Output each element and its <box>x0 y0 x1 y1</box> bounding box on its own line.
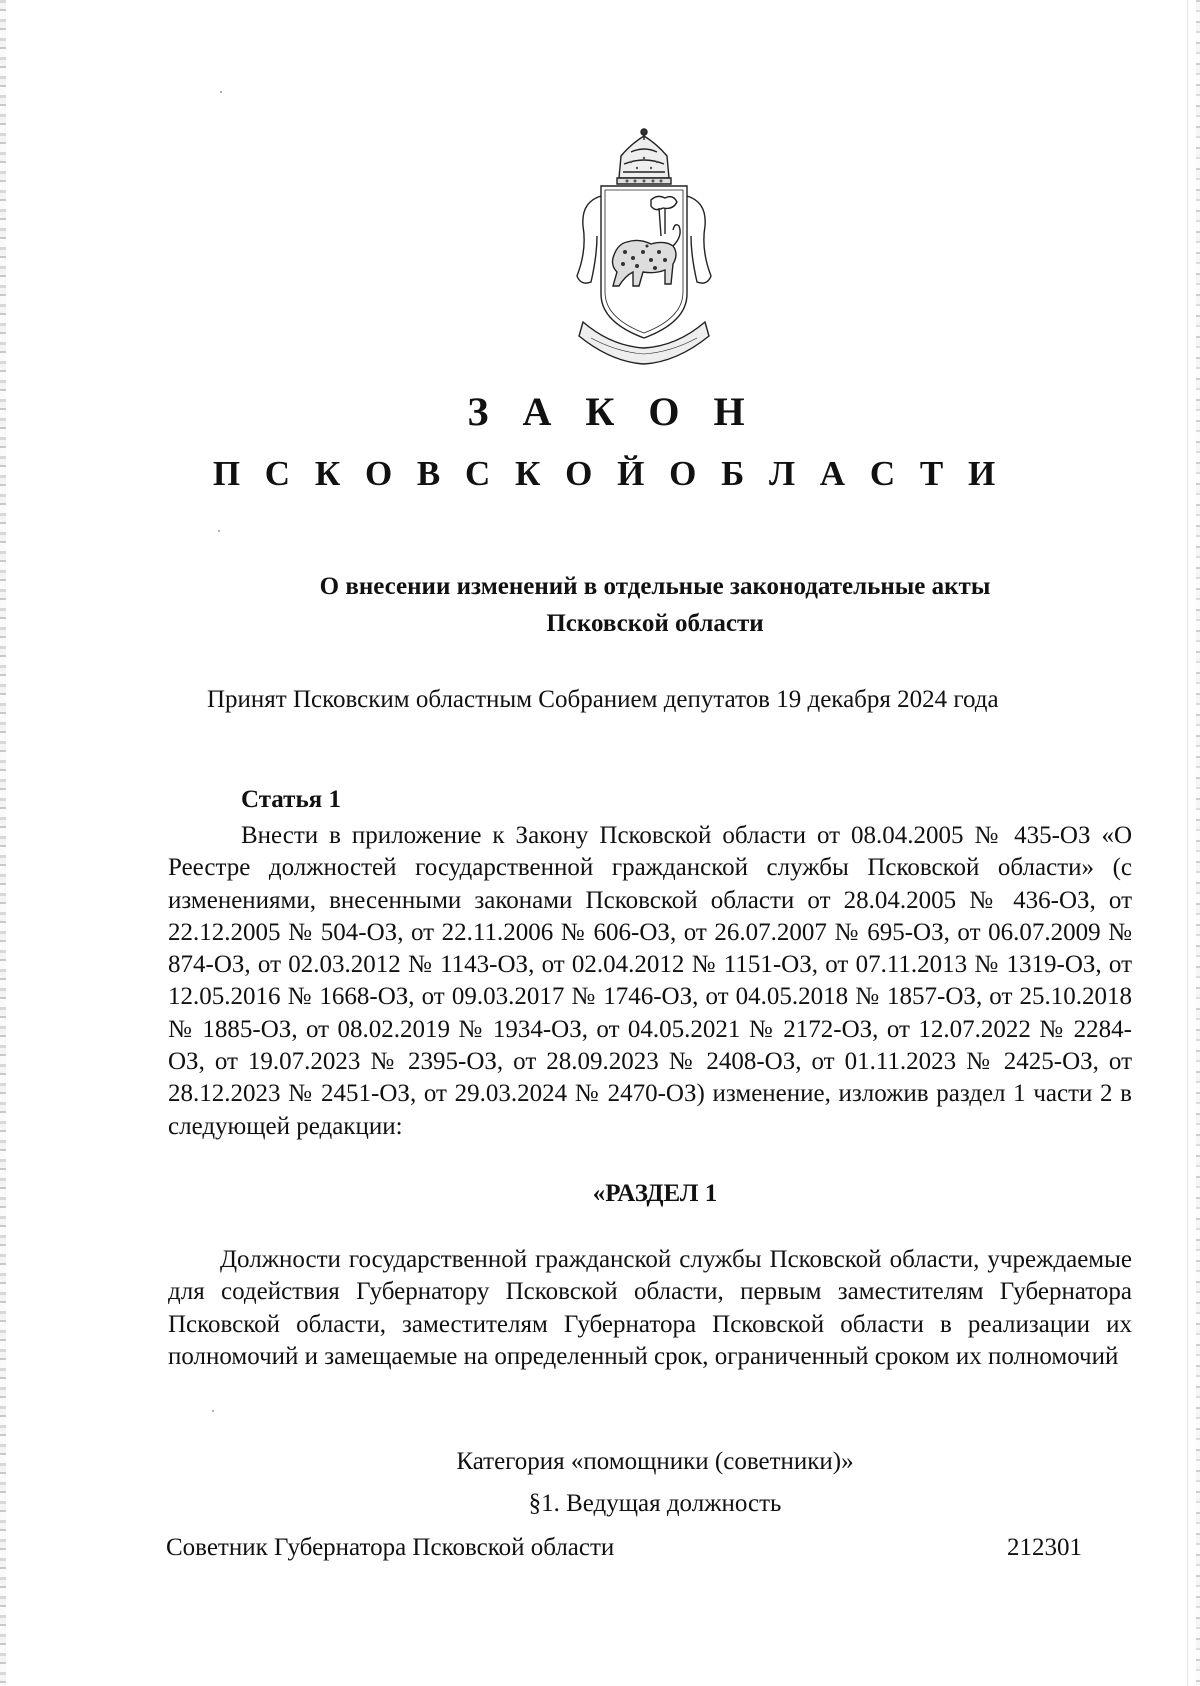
scan-edge-right <box>1196 0 1200 1686</box>
position-row <box>166 1534 1082 1562</box>
law-subject-line-2: Псковской области <box>546 610 764 637</box>
document-region-title: П С К О В С К О Й О Б Л А С Т И <box>212 454 1004 493</box>
law-subject-line-1: О внесении изменений в отдельные законодательные акты <box>319 573 991 600</box>
document-type-title: З А К О Н <box>467 389 757 434</box>
position-group: §1. Ведущая должность <box>528 1490 782 1517</box>
scan-speck <box>218 530 220 532</box>
article-heading: Статья 1 <box>241 786 341 813</box>
pskov-coat-of-arms-icon <box>561 126 727 366</box>
section-heading: «РАЗДЕЛ 1 <box>592 1180 718 1207</box>
scan-edge-line <box>1187 0 1188 1686</box>
position-code: 212301 <box>1007 1534 1082 1561</box>
position-category: Категория «помощники (советники)» <box>456 1448 854 1475</box>
scan-edge-left <box>0 0 6 1686</box>
scan-speck <box>220 91 222 93</box>
adoption-note: Принят Псковским областным Собранием депутатов 19 декабря 2024 года <box>207 686 999 713</box>
scan-speck <box>212 1410 214 1412</box>
section-body: Должности государственной гражданской службы Псковской области, учреждаемые для содействия Губернатору Псковской области, первым заместителям Губернатора Псковской области, заместителям Губернатора Псковской области в реализации их полномочий и замещаемые на определенный срок, ограниченный сроком их полномочий <box>168 1246 1132 1370</box>
position-name: Советник Губернатора Псковской области <box>166 1534 615 1561</box>
article-body: Внести в приложение к Закону Псковской области от 08.04.2005 № 435-ОЗ «О Реестре должностей государственной гражданской службы Псковской области» (с изменениями, внесенными законами Псковской области от 28.04.2005 № 436-ОЗ, от 22.12.2005 № 504-ОЗ, от 22.11.2006 № 606-ОЗ, от 26.07.2007 № 695-ОЗ, от 06.07.2009 № 874-ОЗ, от 02.03.2012 № 1143-ОЗ, от 02.04.2012 № 1151-ОЗ, от 07.11.2013 № 1319-ОЗ, от 12.05.2016 № 1668-ОЗ, от 09.03.2017 № 1746-ОЗ, от 04.05.2018 № 1857-ОЗ, от 25.10.2018 № 1885-ОЗ, от 08.02.2019 № 1934-ОЗ, от 04.05.2021 № 2172-ОЗ, от 12.07.2022 № 2284-ОЗ, от 19.07.2023 № 2395-ОЗ, от 28.09.2023 № 2408-ОЗ, от 01.11.2023 № 2425-ОЗ, от 28.12.2023 № 2451-ОЗ, от 29.03.2024 № 2470-ОЗ) изменение, изложив раздел 1 части 2 в следующей редакции: <box>168 822 1132 1140</box>
